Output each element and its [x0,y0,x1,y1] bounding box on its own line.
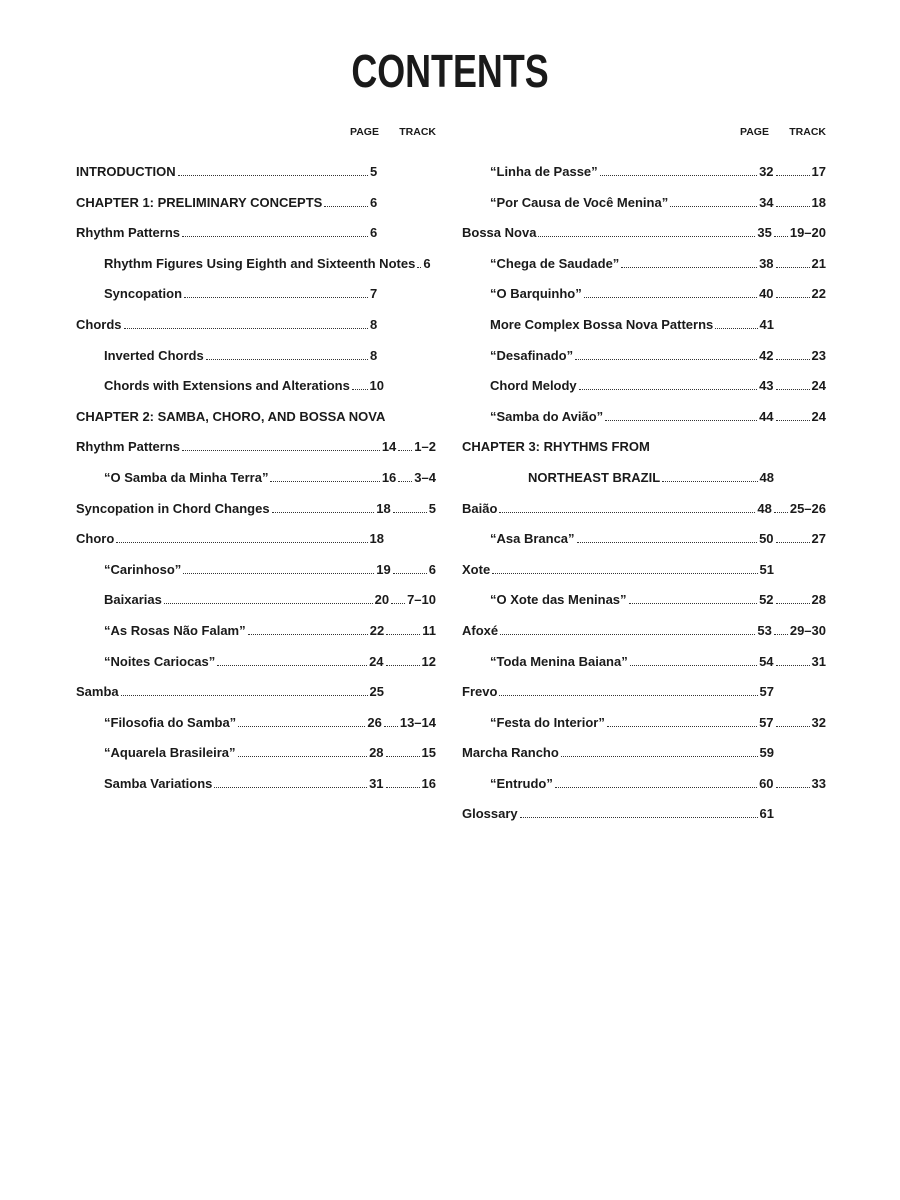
entry-title: “Festa do Interior” [490,714,605,730]
toc-entry[interactable] [76,348,436,379]
entry-track: 12 [421,653,436,669]
entry-track: 24 [811,378,826,394]
entry-title: Samba [76,684,119,700]
dot-leader [238,746,368,757]
entry-page: 38 [759,255,774,271]
entry-title: “Samba do Avião” [490,408,604,424]
entry-page: 41 [759,316,774,332]
entry-page: 16 [381,469,397,485]
entry-page: 50 [759,531,774,547]
dot-leader [124,318,369,329]
entry-title: Frevo [462,684,498,700]
entry-page: 60 [759,775,774,791]
toc-entry[interactable] [462,745,826,776]
entry-page: 19 [376,561,391,577]
dot-leader [584,287,757,298]
dot-leader [538,226,755,237]
toc-entry[interactable] [76,378,436,409]
entry-title: “O Barquinho” [490,286,582,302]
dot-leader [774,624,788,635]
dot-leader [776,165,810,176]
dot-leader [386,655,420,666]
entry-title: Baião [462,500,498,516]
dot-leader [386,746,420,757]
entry-page: 14 [381,439,397,455]
dot-leader [776,349,810,360]
dot-leader [776,287,810,298]
dot-leader [393,502,427,513]
dot-leader [499,502,755,513]
entry-page: 57 [759,684,774,700]
entry-track: 33 [811,775,826,791]
entry-page: 6 [370,194,378,210]
entry-page: 7 [370,286,378,302]
entry-title: Rhythm Figures Using Eighth and Sixteenth Notes [104,255,416,271]
dot-leader [575,349,757,360]
entry-page: 59 [759,745,774,761]
toc-entry[interactable] [462,592,826,623]
entry-page: 25 [369,684,384,700]
entry-track: 25–26 [789,500,826,516]
dot-leader [774,226,788,237]
column-header [76,126,436,142]
entry-title: CHAPTER 2: SAMBA, CHORO, AND BOSSA NOVA [76,408,386,424]
entry-title: Afoxé [462,622,499,638]
entry-title: “Chega de Saudade” [490,255,620,271]
track-header: TRACK [399,126,436,138]
toc-entry[interactable] [462,348,826,379]
entry-title: “Noites Cariocas” [104,653,216,669]
dot-leader [183,563,374,574]
entry-page: 54 [759,653,774,669]
entry-title: “Asa Branca” [490,531,575,547]
entry-title: “Entrudo” [490,775,553,791]
dot-leader [776,777,810,788]
entry-track: 16 [421,775,436,791]
toc-column-right [462,126,826,837]
toc-column-left [76,126,436,806]
track-header: TRACK [789,126,826,138]
entry-page: 34 [759,194,774,210]
entry-page: 31 [369,775,384,791]
entry-track: 11 [422,622,436,638]
entry-page: 18 [369,531,384,547]
entry-title: “O Samba da Minha Terra” [104,469,269,485]
entry-title: “Desafinado” [490,347,574,363]
dot-leader [492,563,757,574]
entry-page: 40 [759,286,774,302]
dot-leader [391,593,405,604]
entry-title: Rhythm Patterns [76,225,181,241]
entry-title: CHAPTER 3: RHYTHMS FROM [462,439,650,455]
entry-track: 7–10 [407,592,436,608]
entry-page: 28 [369,745,384,761]
dot-leader [182,226,368,237]
entry-track: 29–30 [789,622,826,638]
dot-leader [577,532,758,543]
entry-page: 48 [759,469,774,485]
dot-leader [270,471,379,482]
toc-entry[interactable] [462,317,826,348]
dot-leader [398,440,412,451]
toc-entry[interactable] [462,256,826,287]
entry-title: Marcha Rancho [462,745,559,761]
entry-track: 21 [811,255,826,271]
dot-leader [715,318,757,329]
toc-entry[interactable] [462,378,826,409]
entry-track: 24 [811,408,826,424]
entry-page: 5 [370,164,378,179]
dot-leader [386,624,420,635]
entry-page: 18 [376,500,391,516]
entry-page: 53 [757,622,772,638]
entry-track: 13–14 [399,714,436,730]
entry-title: Baixarias [104,592,162,608]
toc-entry[interactable] [462,470,826,501]
dot-leader [776,593,810,604]
dot-leader [184,287,368,298]
entry-track: 31 [811,653,826,669]
dot-leader [520,807,758,818]
toc-entry[interactable] [76,286,436,317]
entry-page: 57 [759,714,774,730]
toc-entry[interactable] [462,195,826,226]
toc-entry[interactable] [76,776,436,807]
entry-page: 44 [759,408,774,424]
dot-leader [600,165,757,176]
entry-title: “Aquarela Brasileira” [104,745,236,761]
entry-track: 27 [811,531,826,547]
entry-title: CHAPTER 1: PRELIMINARY CONCEPTS [76,194,323,210]
entry-title: “Filosofia do Samba” [104,714,237,730]
toc-entry[interactable] [76,654,436,685]
toc-entry[interactable] [76,715,436,746]
entry-track: 15 [421,745,436,761]
entry-title: “O Xote das Meninas” [490,592,627,608]
toc-entry[interactable] [462,562,826,593]
toc-entry[interactable] [462,501,826,532]
entry-title: Chords [76,316,122,332]
entry-page: 8 [370,316,378,332]
dot-leader [555,777,757,788]
dot-leader [776,716,810,727]
page-header: PAGE [350,126,379,138]
entry-track: 17 [811,164,826,179]
entry-track: 1–2 [414,439,436,455]
dot-leader [182,440,380,451]
toc-entry[interactable] [462,164,826,195]
toc-entry[interactable] [76,164,436,195]
toc-entry[interactable] [76,531,436,562]
dot-leader [670,196,757,207]
page-title: CONTENTS [351,45,549,97]
entry-title: Bossa Nova [462,225,537,241]
toc-entry[interactable] [76,409,436,440]
entry-title: “Toda Menina Baiana” [490,653,628,669]
entry-track: 5 [428,500,436,516]
entry-track: 3–4 [414,469,436,485]
toc-entry[interactable] [462,286,826,317]
toc-entry[interactable] [462,623,826,654]
entry-title: More Complex Bossa Nova Patterns [490,316,714,332]
entry-title: “Carinhoso” [104,561,182,577]
dot-leader [499,685,757,696]
entry-page: 32 [759,164,774,179]
entry-title: Syncopation [104,286,183,302]
dot-leader [662,471,757,482]
dot-leader [352,379,368,390]
dot-leader [607,716,757,727]
entry-title: “Linha de Passe” [490,164,598,179]
dot-leader [776,410,810,421]
toc-entry[interactable] [462,806,826,837]
entry-track: 23 [811,347,826,363]
dot-leader [629,593,758,604]
entry-page: 20 [374,592,390,608]
dot-leader [776,196,810,207]
toc-entry[interactable] [76,562,436,593]
dot-leader [386,777,420,788]
entry-title: Syncopation in Chord Changes [76,500,270,516]
entry-page: 6 [370,225,378,241]
entry-page: 6 [423,255,431,271]
dot-leader [384,716,398,727]
entry-track: 22 [811,286,826,302]
dot-leader [579,379,757,390]
toc-entry[interactable] [76,195,436,226]
toc-entry[interactable] [76,623,436,654]
entry-track: 6 [428,561,436,577]
dot-leader [272,502,375,513]
dot-leader [178,165,368,176]
entry-title: Inverted Chords [104,347,204,363]
entry-title: NORTHEAST BRAZIL [528,469,661,485]
entry-page: 22 [369,622,385,638]
entry-track: 32 [811,714,826,730]
entry-track: 18 [811,194,826,210]
entry-track: 28 [811,592,826,608]
dot-leader [398,471,412,482]
dot-leader [630,655,757,666]
entry-title: Samba Variations [104,775,213,791]
toc-entry[interactable] [462,531,826,562]
toc-entry[interactable] [76,470,436,501]
toc-entry[interactable] [76,256,436,287]
entry-page: 24 [369,653,384,669]
entry-title: Choro [76,531,115,547]
dot-leader [248,624,368,635]
entry-title: Rhythm Patterns [76,439,181,455]
toc-entry[interactable] [462,715,826,746]
toc-entry[interactable] [462,776,826,807]
entry-page: 51 [759,561,774,577]
dot-leader [605,410,757,421]
dot-leader [776,532,810,543]
dot-leader [417,257,421,268]
entry-page: 35 [757,225,772,241]
entry-title: Chords with Extensions and Alterations [104,378,350,394]
dot-leader [121,685,368,696]
toc-entry[interactable] [76,592,436,623]
entry-title: Chord Melody [490,378,577,394]
dot-leader [774,502,788,513]
toc-entry[interactable] [462,439,826,470]
entry-page: 10 [369,378,384,394]
entry-page: 26 [367,714,382,730]
toc-entry[interactable] [76,439,436,470]
entry-page: 42 [759,347,774,363]
entry-title: “As Rosas Não Falam” [104,622,246,638]
entry-page: 8 [370,347,378,363]
toc-entry[interactable] [76,501,436,532]
dot-leader [776,655,810,666]
dot-leader [206,349,368,360]
toc-entry[interactable] [76,225,436,256]
entry-page: 48 [757,500,772,516]
entry-page: 43 [759,378,774,394]
dot-leader [214,777,367,788]
column-header [462,126,826,142]
dot-leader [776,379,810,390]
dot-leader [500,624,755,635]
toc-entry[interactable] [76,317,436,348]
toc-entry[interactable] [462,684,826,715]
toc-entry[interactable] [76,684,436,715]
dot-leader [238,716,365,727]
entry-page: 52 [759,592,774,608]
dot-leader [116,532,367,543]
dot-leader [324,196,368,207]
dot-leader [164,593,373,604]
toc-entry[interactable] [462,409,826,440]
page-header: PAGE [740,126,769,138]
entry-title: “Por Causa de Você Menina” [490,194,669,210]
entry-track: 19–20 [789,225,826,241]
entry-page: 61 [759,806,774,822]
dot-leader [776,257,810,268]
dot-leader [393,563,427,574]
toc-entry[interactable] [462,225,826,256]
entry-title: Xote [462,561,491,577]
entry-title: Glossary [462,806,518,822]
toc-entry[interactable] [462,654,826,685]
dot-leader [561,746,758,757]
toc-entry[interactable] [76,745,436,776]
entry-title: INTRODUCTION [76,164,176,179]
dot-leader [217,655,367,666]
dot-leader [621,257,757,268]
